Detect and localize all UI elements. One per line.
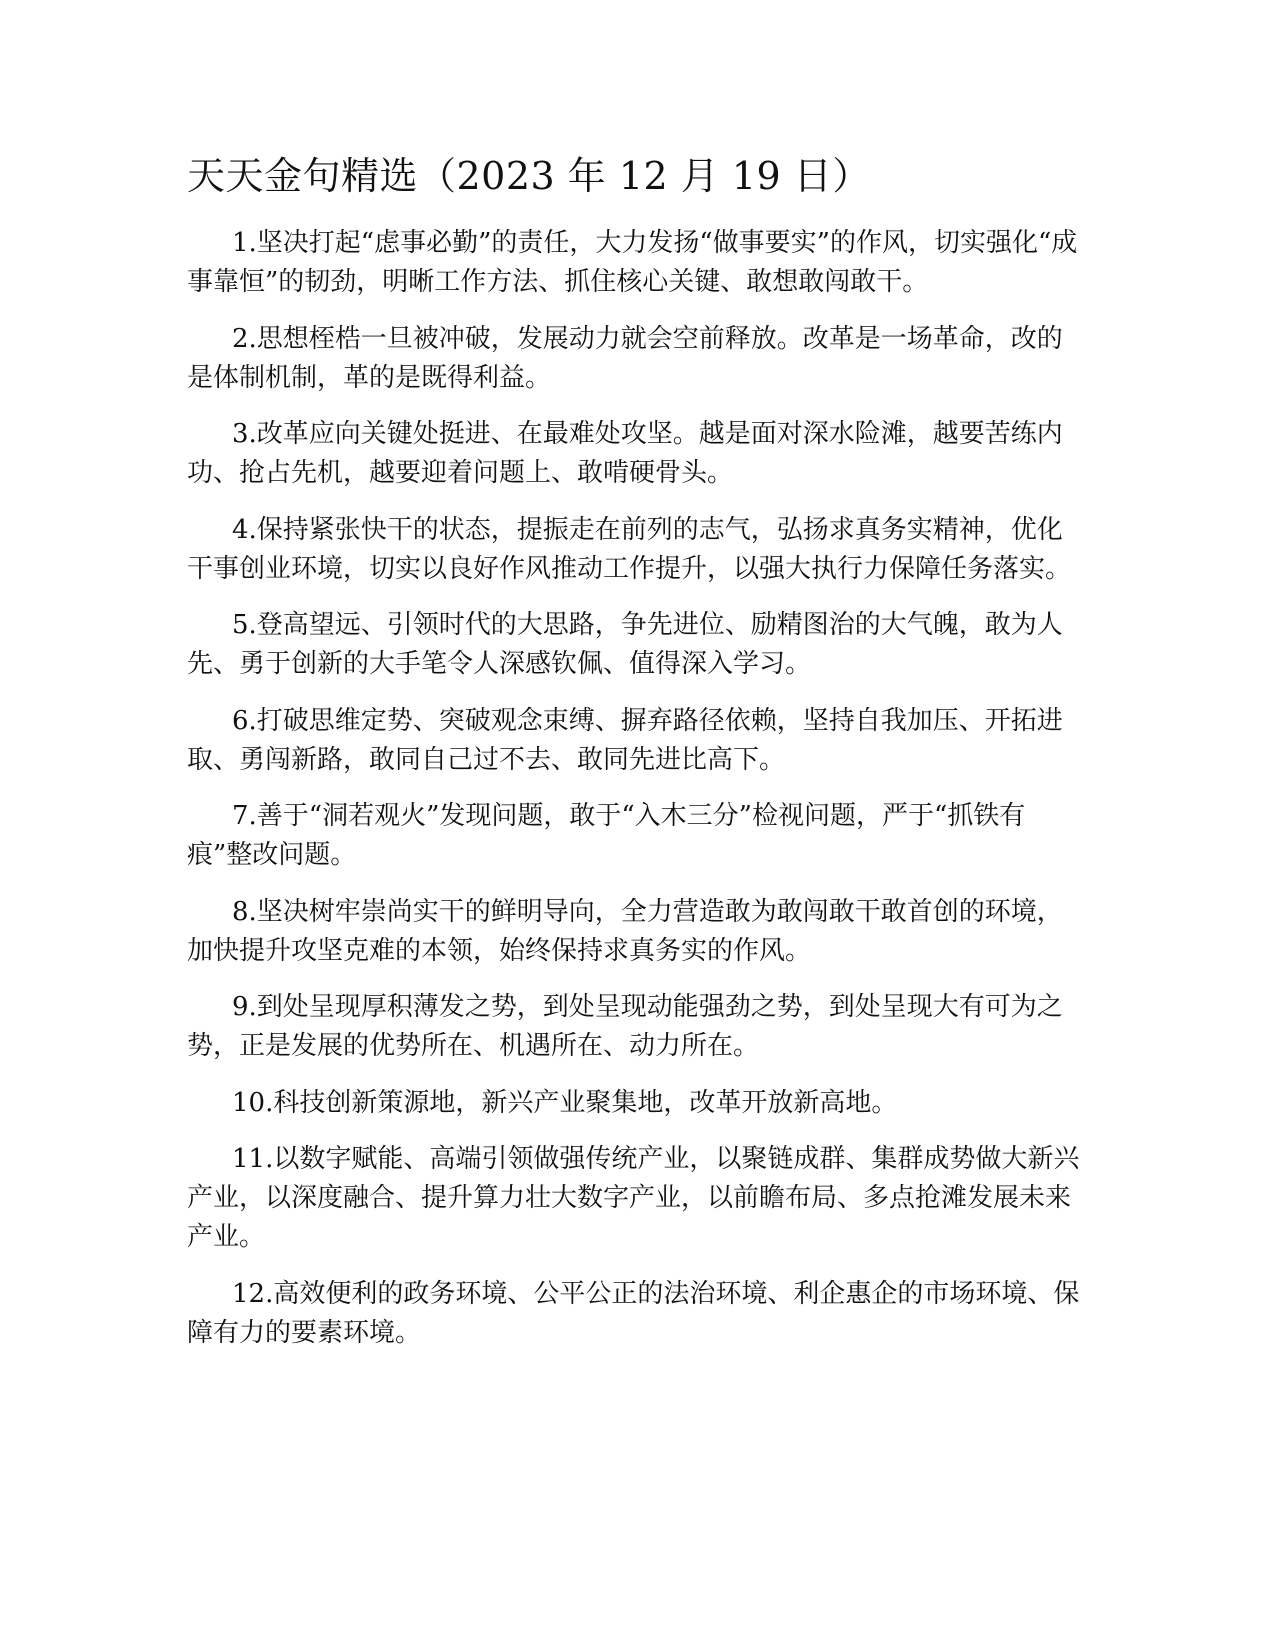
quote-item-1: 1.坚决打起“虑事必勤”的责任，大力发扬“做事要实”的作风，切实强化“成事靠恒”的韧劲，明晰工作方法、抓住核心关键、敢想敢闯敢干。: [187, 228, 1078, 297]
quote-item-10: 10.科技创新策源地，新兴产业聚集地，改革开放新高地。: [232, 1087, 898, 1118]
quote-item-3: 3.改革应向关键处挺进、在最难处攻坚。越是面对深水险滩，越要苦练内功、抢占先机，越要迎着问题上、敢啃硬骨头。: [187, 419, 1063, 488]
quote-item-12: 12.高效便利的政务环境、公平公正的法治环境、利企惠企的市场环境、保障有力的要素环境。: [187, 1278, 1080, 1348]
quote-item-6: 6.打破思维定势、突破观念束缚、摒弃路径依赖，坚持自我加压、开拓进取、勇闯新路，敢同自己过不去、敢同先进比高下。: [187, 705, 1063, 775]
page-title: 天天金句精选（2023 年 12 月 19 日）: [187, 154, 871, 198]
quote-item-2: 2.思想桎梏一旦被冲破，发展动力就会空前释放。改革是一场革命，改的是体制机制，革的是既得利益。: [187, 323, 1063, 393]
quote-item-5: 5.登高望远、引领时代的大思路，争先进位、励精图治的大气魄，敢为人先、勇于创新的大手笔令人深感钦佩、值得深入学习。: [187, 610, 1063, 679]
quote-item-9: 9.到处呈现厚积薄发之势，到处呈现动能强劲之势，到处呈现大有可为之势，正是发展的优势所在、机遇所在、动力所在。: [187, 992, 1063, 1061]
document-body: [187, 150, 1087, 1370]
quote-item-8: 8.坚决树牢崇尚实干的鲜明导向，全力营造敢为敢闯敢干敢首创的环境，加快提升攻坚克难的本领，始终保持求真务实的作风。: [187, 896, 1063, 966]
quote-item-7: 7.善于“洞若观火”发现问题，敢于“入木三分”检视问题，严于“抓铁有痕”整改问题。: [187, 801, 1026, 870]
quote-item-11: 11.以数字赋能、高端引领做强传统产业，以聚链成群、集群成势做大新兴产业，以深度融合、提升算力壮大数字产业，以前瞻布局、多点抢滩发展未来产业。: [187, 1144, 1080, 1252]
quote-item-4: 4.保持紧张快干的状态，提振走在前列的志气，弘扬求真务实精神，优化干事创业环境，切实以良好作风推动工作提升，以强大执行力保障任务落实。: [187, 514, 1072, 584]
